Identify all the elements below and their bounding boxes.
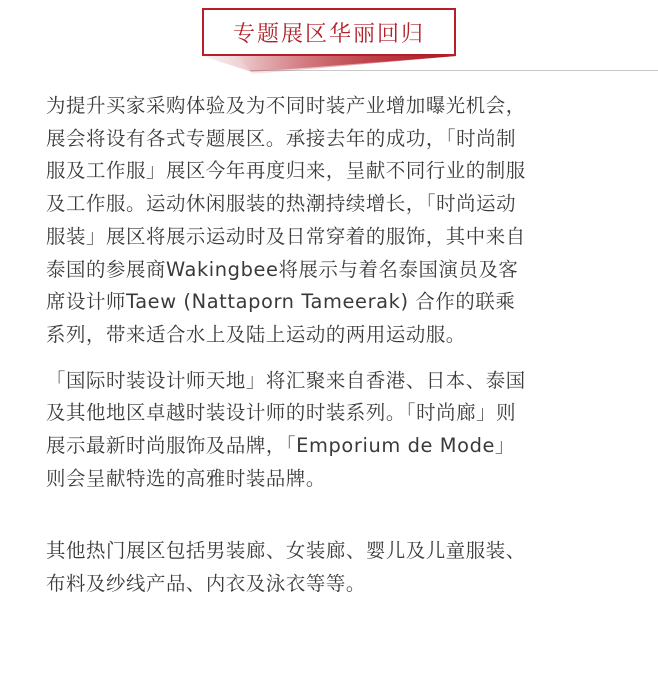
title-box [202,8,456,56]
section-title: 专题展区华丽回归 [232,21,425,47]
paragraph-designer-gallery: 「国际时装设计师天地」将汇聚来自香港、日本、泰国 及其他地区卓越时装设计师的时装系列。「时尚廊」则 展示最新时尚服饰及品牌，「Emporium de Mode」 则会呈献特选的高雅时装品牌。 [46,368,526,490]
article-body [46,90,626,601]
paragraph-theme-zones: 为提升买家采购体验及为不同时装产业增加曝光机会， 展会将设有各式专题展区。承接去年的成功，「时尚制 服及工作服」展区今年再度归来，呈献不同行业的制服 及工作服。运动休闲服装的热潮持续增长，「时尚运动 服装」展区将展示运动时及日常穿着的服饰，其中来自 泰国的参展商Wakingbee将展示与着名泰国演员及客 席设计师Taew (Nattaporn Tameerak) 合作的联乘 系列，带来适合水上及陆上运动的两用运动服。 [46,94,526,346]
header-ribbon-tail [238,56,456,74]
paragraph-other-zones: 其他热门展区包括男装廊、女装廊、婴儿及儿童服装、 布料及纱线产品、内衣及泳衣等等。 [46,539,526,596]
section-header [0,0,658,80]
